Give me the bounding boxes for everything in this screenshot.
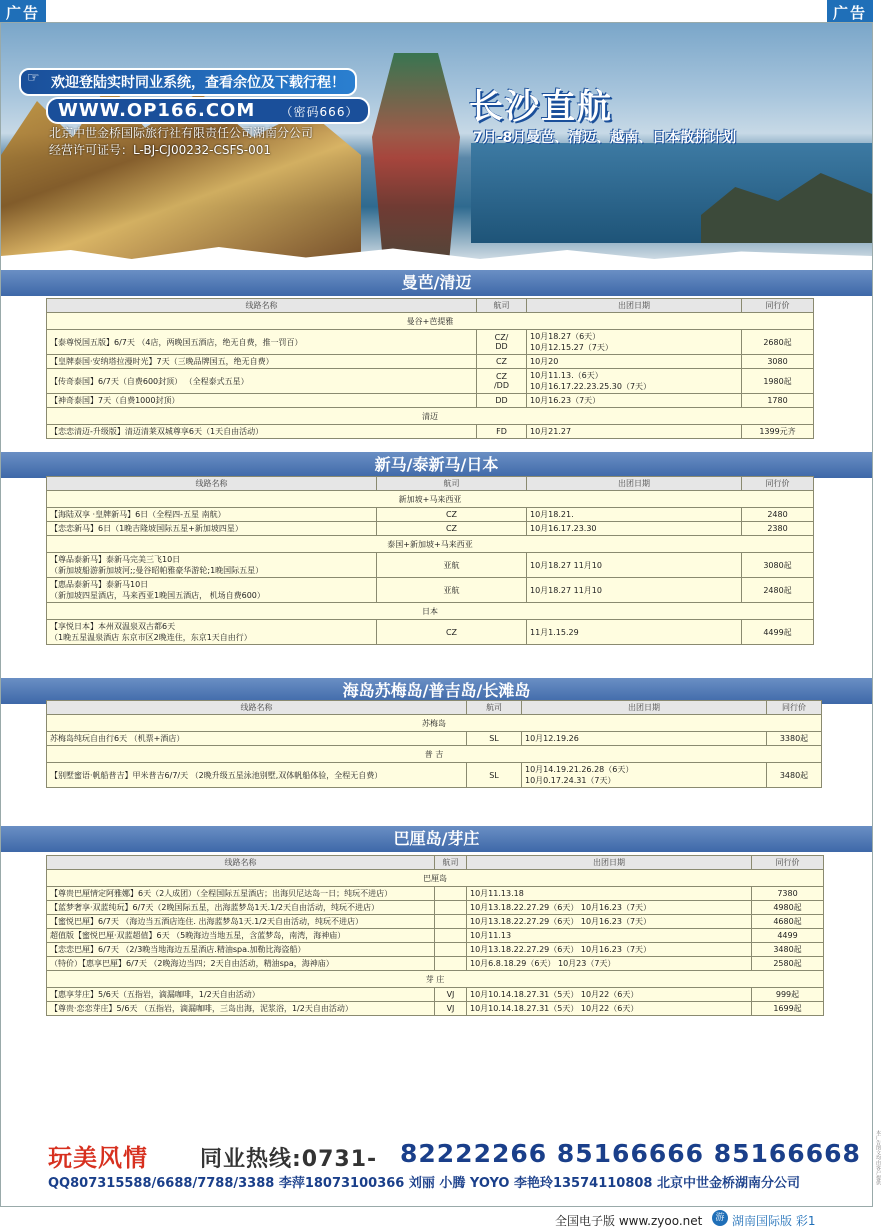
route-name: 【尊品泰新马】泰新马完美三飞10日 （新加坡船游新加坡河;;曼谷昭帕雅豪华游轮;1晚国际五星） — [47, 553, 377, 578]
route-table — [46, 700, 822, 788]
airline: VJ — [435, 988, 467, 1002]
route-name: 【享悦日本】本州双温泉双古都6天 （1晚五星温泉酒店 东京市区2晚连住，东京1天自由行） — [47, 620, 377, 645]
table-row[interactable] — [47, 901, 824, 915]
price: 1980起 — [742, 369, 814, 394]
table-row[interactable] — [47, 988, 824, 1002]
airline — [435, 901, 467, 915]
route-name: 【蓝梦奢享·双蓝纯玩】6/7天（2晚国际五星，出海蓝梦岛1天.1/2天自由活动，纯玩不进店） — [47, 901, 435, 915]
table-row[interactable] — [47, 330, 814, 355]
departure-dates: 10月11.13.（6天） 10月16.17.22.23.25.30（7天） — [527, 369, 742, 394]
price: 4980起 — [752, 901, 824, 915]
price: 3480起 — [752, 943, 824, 957]
column-header: 线路名称 — [47, 299, 477, 313]
price: 7380 — [752, 887, 824, 901]
price: 999起 — [752, 988, 824, 1002]
column-header: 同行价 — [767, 701, 822, 715]
departure-dates: 10月6.8.18.29（6天） 10月23（7天） — [467, 957, 752, 971]
table-row[interactable] — [47, 943, 824, 957]
statue-image — [361, 53, 471, 263]
newspaper-logo-icon: 游 — [712, 1210, 728, 1226]
ad-label-right: 广告 — [827, 0, 873, 25]
route-name: 【惠品泰新马】泰新马10日 （新加坡四星酒店，马来西亚1晚国五酒店， 机场自费600） — [47, 578, 377, 603]
route-name: （特价）【惠享巴厘】6/7天 （2晚海边当四；2天自由活动，精油spa，海神庙） — [47, 957, 435, 971]
table-row[interactable] — [47, 1002, 824, 1016]
column-header: 线路名称 — [47, 477, 377, 491]
route-name: 超值版【蜜悦巴厘·双蓝超值】6天 （5晚海边当地五星，含蓝梦岛，南湾，海神庙） — [47, 929, 435, 943]
airline — [435, 887, 467, 901]
departure-dates: 10月20 — [527, 355, 742, 369]
side-note: 本广告图文均由客户提供 — [875, 1130, 881, 1185]
airline: 亚航 — [377, 578, 527, 603]
table-row[interactable] — [47, 508, 814, 522]
pointing-hand-icon: ☞ — [27, 70, 40, 86]
airline: CZ — [377, 522, 527, 536]
departure-dates: 10月10.14.18.27.31（5天） 10月22（6天） — [467, 988, 752, 1002]
airline: CZ — [377, 620, 527, 645]
price: 4680起 — [752, 915, 824, 929]
route-name: 【神奇泰国】7天（自费1000封顶） — [47, 394, 477, 408]
column-header: 出团日期 — [522, 701, 767, 715]
category-row: 苏梅岛 — [47, 715, 822, 732]
price: 4499起 — [742, 620, 814, 645]
price: 3080 — [742, 355, 814, 369]
category-row: 新加坡+马来西亚 — [47, 491, 814, 508]
website-link[interactable] — [46, 97, 370, 124]
hero-subtitle: 7月-8月曼芭、清迈、越南、日本散拼计划 — [473, 130, 737, 146]
departure-dates: 10月13.18.22.27.29（6天） 10月16.23（7天） — [467, 901, 752, 915]
price: 2480 — [742, 508, 814, 522]
brand-logo: 玩美风情 — [48, 1144, 148, 1172]
route-name: 【皇牌泰国·安纳塔拉漫时光】7天（三晚品牌国五，绝无自费） — [47, 355, 477, 369]
airline: CZ — [377, 508, 527, 522]
edition-right: 湖南国际版 彩1 — [732, 1214, 816, 1228]
route-name: 【尊贵巴厘情定阿雅娜】6天（2人成团）（全程国际五星酒店；出海贝尼达岛一日；纯玩不进店） — [47, 887, 435, 901]
departure-dates: 10月10.14.18.27.31（5天） 10月22（6天） — [467, 1002, 752, 1016]
airline: DD — [477, 394, 527, 408]
table-row[interactable] — [47, 425, 814, 439]
section-title: 曼芭/清迈 — [1, 270, 872, 296]
company-name: 北京中世金桥国际旅行社有限责任公司湖南分公司 — [49, 126, 314, 140]
table-row[interactable] — [47, 887, 824, 901]
price: 3380起 — [767, 732, 822, 746]
contact-line: QQ807315588/6688/7788/3388 李萍18073100366 刘丽 小腾 YOYO 李艳玲13574110808 北京中世金桥湖南分公司 — [48, 1176, 800, 1191]
price: 3480起 — [767, 763, 822, 788]
category-row: 普 吉 — [47, 746, 822, 763]
category-row: 日本 — [47, 603, 814, 620]
price: 4499 — [752, 929, 824, 943]
departure-dates: 10月16.23（7天） — [527, 394, 742, 408]
price: 2580起 — [752, 957, 824, 971]
table-row[interactable] — [47, 355, 814, 369]
column-header: 出团日期 — [467, 856, 752, 870]
route-table — [46, 476, 814, 645]
route-name: 【尊贵·恋恋芽庄】5/6天 （五指岩，滴漏咖啡，三岛出海，泥浆浴，1/2天自由活动） — [47, 1002, 435, 1016]
airline: FD — [477, 425, 527, 439]
section-title: 海岛苏梅岛/普吉岛/长滩岛 — [1, 678, 872, 704]
column-header: 线路名称 — [47, 701, 467, 715]
table-row[interactable] — [47, 620, 814, 645]
price: 2680起 — [742, 330, 814, 355]
departure-dates: 11月1.15.29 — [527, 620, 742, 645]
route-name: 【蜜悦巴厘】6/7天 （海边当五酒店连住. 出海蓝梦岛1天.1/2天自由活动，纯玩不进店） — [47, 915, 435, 929]
airline: SL — [467, 732, 522, 746]
table-row[interactable] — [47, 394, 814, 408]
departure-dates: 10月11.13.18 — [467, 887, 752, 901]
airline — [435, 957, 467, 971]
table-row[interactable] — [47, 578, 814, 603]
section-title: 巴厘岛/芽庄 — [1, 826, 872, 852]
price: 1780 — [742, 394, 814, 408]
table-row[interactable] — [47, 929, 824, 943]
route-name: 【惠享芽庄】5/6天（五指岩，滴漏咖啡，1/2天自由活动） — [47, 988, 435, 1002]
category-row: 清迈 — [47, 408, 814, 425]
table-row[interactable] — [47, 553, 814, 578]
route-name: 【传奇泰国】6/7天（自费600封顶） （全程泰式五星） — [47, 369, 477, 394]
price: 3080起 — [742, 553, 814, 578]
hotline-label: 同业热线:0731- — [200, 1147, 378, 1172]
airline: 亚航 — [377, 553, 527, 578]
airline: SL — [467, 763, 522, 788]
departure-dates: 10月18.27 11月10 — [527, 578, 742, 603]
column-header: 出团日期 — [527, 299, 742, 313]
route-name: 【别墅蜜语·帆船普吉】甲米普吉6/7/天 （2晚升级五星泳池别墅,双体帆船体验，全程无自费） — [47, 763, 467, 788]
airline — [435, 929, 467, 943]
column-header: 航司 — [477, 299, 527, 313]
route-table — [46, 855, 824, 1016]
column-header: 航司 — [435, 856, 467, 870]
route-name: 【恋恋新马】6日（1晚吉隆坡国际五星+新加坡四星） — [47, 522, 377, 536]
price: 1699起 — [752, 1002, 824, 1016]
table-row[interactable] — [47, 763, 822, 788]
column-header: 同行价 — [742, 299, 814, 313]
route-name: 【恋恋清迈-升级版】清迈清莱双城尊享6天（1天自由活动） — [47, 425, 477, 439]
hotline-numbers: 82222266 85166666 85166668 — [400, 1139, 861, 1168]
category-row: 曼谷+芭提雅 — [47, 313, 814, 330]
departure-dates: 10月14.19.21.26.28（6天） 10月0.17.24.31（7天） — [522, 763, 767, 788]
welcome-text: 欢迎登陆实时同业系统，查看余位及下载行程！ — [51, 75, 345, 91]
route-name: 苏梅岛纯玩自由行6天 （机票+酒店） — [47, 732, 467, 746]
route-table — [46, 298, 814, 439]
departure-dates: 10月16.17.23.30 — [527, 522, 742, 536]
password-text: （密码666） — [280, 105, 359, 119]
category-row: 巴厘岛 — [47, 870, 824, 887]
hero-title: 长沙直航 — [469, 87, 613, 127]
departure-dates: 10月21.27 — [527, 425, 742, 439]
table-row[interactable] — [47, 522, 814, 536]
departure-dates: 10月18.27 11月10 — [527, 553, 742, 578]
departure-dates: 10月13.18.22.27.29（6天） 10月16.23（7天） — [467, 915, 752, 929]
route-name: 【恋恋巴厘】6/7天 （2/3晚当地海边五星酒店.精油spa.加勒比海盗船） — [47, 943, 435, 957]
airline: CZ /DD — [477, 369, 527, 394]
departure-dates: 10月13.18.22.27.29（6天） 10月16.23（7天） — [467, 943, 752, 957]
category-row: 泰国+新加坡+马来西亚 — [47, 536, 814, 553]
price: 2380 — [742, 522, 814, 536]
column-header: 出团日期 — [527, 477, 742, 491]
table-row[interactable] — [47, 732, 822, 746]
table-row[interactable] — [47, 957, 824, 971]
airline — [435, 943, 467, 957]
website-url: WWW.OP166.COM — [58, 100, 256, 121]
route-name: 【泰尊悦国五版】6/7天 （4店，两晚国五酒店，绝无自费，推一罚百） — [47, 330, 477, 355]
airline: CZ — [477, 355, 527, 369]
column-header: 航司 — [377, 477, 527, 491]
price: 2480起 — [742, 578, 814, 603]
airline — [435, 915, 467, 929]
hero-banner — [1, 23, 872, 268]
table-row[interactable] — [47, 369, 814, 394]
license-number: 经营许可证号：L-BJ-CJ00232-CSFS-001 — [49, 143, 272, 157]
airline: CZ/ DD — [477, 330, 527, 355]
edition-left: 全国电子版 www.zyoo.net — [555, 1214, 703, 1228]
section-title: 新马/泰新马/日本 — [1, 452, 872, 478]
column-header: 航司 — [467, 701, 522, 715]
column-header: 同行价 — [752, 856, 824, 870]
route-name: 【海陆双享 ·皇牌新马】6日（全程四-五星 南航） — [47, 508, 377, 522]
column-header: 线路名称 — [47, 856, 435, 870]
departure-dates: 10月18.21. — [527, 508, 742, 522]
departure-dates: 10月18.27（6天） 10月12.15.27（7天） — [527, 330, 742, 355]
welcome-banner[interactable] — [19, 68, 357, 96]
price: 1399元齐 — [742, 425, 814, 439]
airline: VJ — [435, 1002, 467, 1016]
category-row: 芽 庄 — [47, 971, 824, 988]
departure-dates: 10月11.13 — [467, 929, 752, 943]
departure-dates: 10月12.19.26 — [522, 732, 767, 746]
ad-label-left: 广告 — [0, 0, 46, 25]
table-row[interactable] — [47, 915, 824, 929]
column-header: 同行价 — [742, 477, 814, 491]
